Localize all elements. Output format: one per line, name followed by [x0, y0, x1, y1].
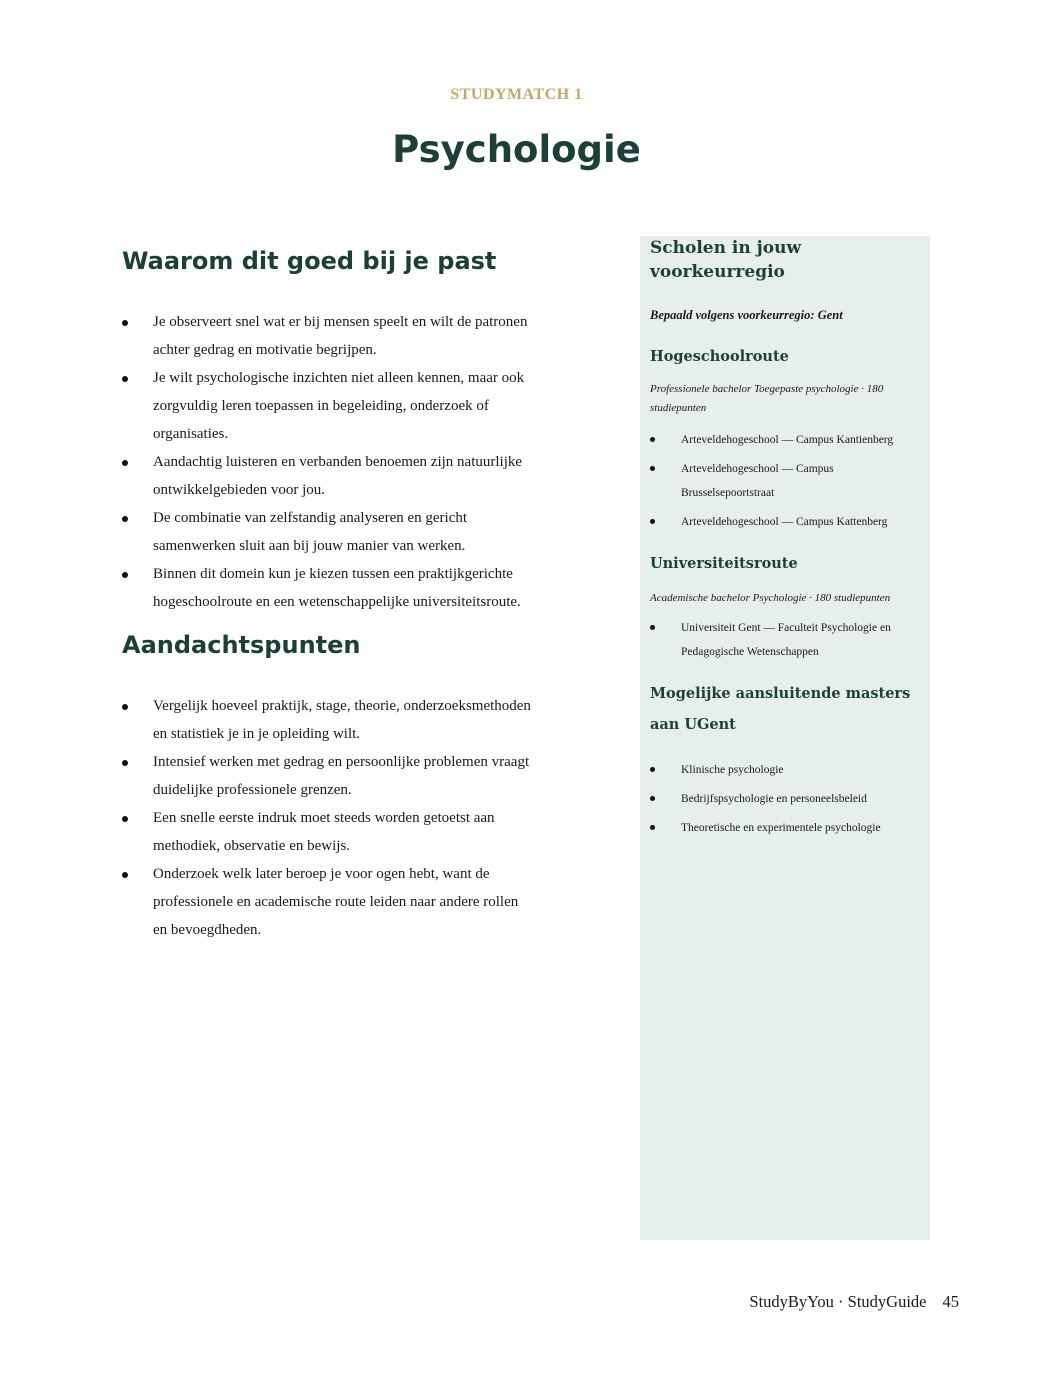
list-item-text: Aandachtig luisteren en verbanden benoemen zijn natuurlijke ontwikkelgebieden voor jou.	[153, 454, 523, 498]
list-item	[122, 748, 532, 804]
bullet-icon	[650, 437, 655, 442]
bullet-icon	[650, 625, 655, 630]
list-item	[650, 616, 920, 664]
school-name: Arteveldehogeschool — Campus Kantienberg	[681, 434, 894, 446]
list-item-text: Je wilt psychologische inzichten niet alleen kennen, maar ook zorgvuldig leren toepassen in begeleiding, onderzoek of organisaties.	[153, 370, 525, 442]
list-item	[122, 804, 532, 860]
list-item	[650, 428, 920, 452]
bullet-icon	[122, 516, 128, 522]
list-item	[650, 758, 920, 782]
list-item-text: Binnen dit domein kun je kiezen tussen een praktijkgerichte hogeschoolroute en een wetenschappelijke universiteitsroute.	[153, 566, 521, 610]
bullet-icon	[122, 760, 128, 766]
universiteit-heading: Universiteitsroute	[650, 555, 798, 572]
list-item	[650, 510, 920, 534]
list-item	[650, 787, 920, 811]
list-item	[650, 457, 920, 505]
bullet-icon	[650, 519, 655, 524]
bullet-icon	[122, 376, 128, 382]
page-footer	[749, 1292, 959, 1312]
bullet-icon	[650, 796, 655, 801]
attention-list	[122, 692, 532, 944]
schools-sidebar	[640, 236, 930, 1240]
region-note: Bepaald volgens voorkeurregio: Gent	[650, 308, 843, 322]
bullet-icon	[122, 704, 128, 710]
master-name: Klinische psychologie	[681, 764, 784, 776]
why-heading: Waarom dit goed bij je past	[122, 247, 497, 275]
universiteit-list	[650, 616, 920, 664]
school-name: Universiteit Gent — Faculteit Psychologie en Pedagogische Wetenschappen	[681, 622, 891, 658]
page-number: 45	[942, 1292, 959, 1311]
list-item	[122, 504, 532, 560]
bullet-icon	[122, 572, 128, 578]
list-item-text: De combinatie van zelfstandig analyseren en gericht samenwerken sluit aan bij jouw manier van werken.	[153, 510, 468, 554]
master-name: Theoretische en experimentele psychologie	[681, 822, 881, 834]
school-name: Arteveldehogeschool — Campus Kattenberg	[681, 516, 888, 528]
list-item	[650, 816, 920, 840]
list-item	[122, 448, 532, 504]
list-item-text: Je observeert snel wat er bij mensen speelt en wilt de patronen achter gedrag en motivatie begrijpen.	[153, 314, 528, 358]
masters-list	[650, 758, 920, 840]
section-eyebrow: STUDYMATCH 1	[450, 86, 583, 103]
bullet-icon	[650, 767, 655, 772]
footer-brand: StudyByYou · StudyGuide	[749, 1292, 927, 1311]
bullet-icon	[122, 320, 128, 326]
list-item	[122, 692, 532, 748]
hogeschool-program: Professionele bachelor Toegepaste psychologie · 180 studiepunten	[650, 383, 884, 414]
bullet-icon	[650, 825, 655, 830]
list-item	[122, 860, 532, 944]
bullet-icon	[122, 872, 128, 878]
bullet-icon	[650, 466, 655, 471]
sidebar-title: Scholen in jouw voorkeurregio	[650, 238, 802, 282]
bullet-icon	[122, 460, 128, 466]
list-item-text: Intensief werken met gedrag en persoonlijke problemen vraagt duidelijke professionele grenzen.	[153, 754, 530, 798]
master-name: Bedrijfspsychologie en personeelsbeleid	[681, 793, 867, 805]
hogeschool-list	[650, 428, 920, 534]
page-title: Psychologie	[392, 128, 641, 171]
list-item-text: Een snelle eerste indruk moet steeds worden getoetst aan methodiek, observatie en bewijs.	[153, 810, 495, 854]
list-item	[122, 308, 532, 364]
list-item-text: Onderzoek welk later beroep je voor ogen hebt, want de professionele en academische route leiden naar andere rollen en bevoegdheden.	[153, 866, 519, 938]
school-name: Arteveldehogeschool — Campus Brusselsepoortstraat	[681, 463, 834, 499]
list-item-text: Vergelijk hoeveel praktijk, stage, theorie, onderzoeksmethoden en statistiek je in je opleiding wilt.	[153, 698, 531, 742]
main-column	[122, 244, 532, 944]
list-item	[122, 560, 532, 616]
masters-heading: Mogelijke aansluitende masters aan UGent	[650, 685, 911, 733]
why-list	[122, 308, 532, 616]
universiteit-program: Academische bachelor Psychologie · 180 studiepunten	[650, 592, 891, 604]
list-item	[122, 364, 532, 448]
hogeschool-heading: Hogeschoolroute	[650, 348, 789, 365]
attention-heading: Aandachtspunten	[122, 631, 361, 659]
bullet-icon	[122, 816, 128, 822]
